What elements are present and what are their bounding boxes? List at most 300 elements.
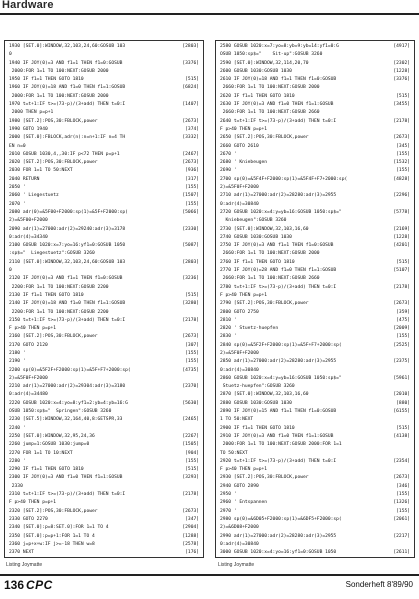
code-line	[9, 159, 201, 167]
checksum: [2010]	[393, 392, 410, 398]
code-line	[220, 267, 412, 275]
code-text: 1950 IF f1=1 THEN GOTO 1810	[9, 77, 84, 83]
code-line	[220, 416, 412, 424]
code-text: 2150 t=t+1:IF t>=(73-p)/(3+add) THEN t=0:I	[9, 317, 126, 323]
code-text: 2960 ' Entspannen	[220, 500, 268, 506]
listing-caption-right: Listing Joymatte	[218, 562, 255, 568]
code-line	[220, 516, 412, 524]
code-text: 2350 [SET.0]:p=p+1:FOR 1=1 TO 4	[9, 533, 95, 539]
checksum: [2673]	[393, 475, 410, 481]
checksum: [2370]	[182, 384, 199, 390]
checksum: [155]	[396, 334, 410, 340]
code-line	[220, 217, 412, 225]
listing-column-right	[215, 40, 415, 558]
checksum: [5630]	[182, 400, 199, 406]
code-line	[220, 226, 412, 234]
code-text: 2090 adr(1)=27000:adr(2)=29240:adr(3)=3178	[9, 226, 126, 232]
code-line	[9, 167, 201, 175]
code-text: 2660 GOTO 2610	[220, 143, 259, 149]
code-text: F p>40 THEN p=p+1	[9, 500, 57, 506]
code-line	[220, 466, 412, 474]
code-text: 2120 IF JOY(0)=3 AND f1=1 THEN f1=0:GOSUB	[9, 276, 123, 282]
code-line	[9, 68, 201, 76]
code-line	[9, 267, 201, 275]
checksum: [2904]	[182, 525, 199, 531]
checksum: [3376]	[182, 60, 199, 66]
code-line	[220, 400, 412, 408]
code-text: 2860 GOSUB 1020:x=4:y=yb=16:GOSUB 1050:sp$="	[220, 375, 342, 381]
code-line	[220, 408, 412, 416]
code-text: 2810 '	[220, 317, 237, 323]
code-line	[9, 549, 201, 557]
code-line	[220, 458, 412, 466]
page-footer	[0, 574, 419, 599]
code-line	[9, 60, 201, 68]
code-text: 2330	[9, 483, 23, 489]
code-line	[9, 533, 201, 541]
checksum: [2803]	[182, 259, 199, 265]
code-text: 2110 [SET.0]:WINDOW,32,103,24,60:GOSUB 103	[9, 259, 126, 265]
code-text: 1960 IF JOY(0)=18 AND f1=0 THEN f1=1:GOSUB	[9, 85, 126, 91]
code-text: 2820 ' Stuetz-huepfen	[220, 326, 279, 332]
code-text: 2320 [SET.2]:POS,30:FBLOCK,power	[9, 508, 98, 514]
code-text: TO 50:NEXT	[220, 450, 248, 456]
code-line	[9, 259, 201, 267]
checksum: [2673]	[182, 160, 199, 166]
code-text: F p>40 THEN p=p+1	[220, 292, 268, 298]
code-text: F p>40 THEN p=p+1	[9, 326, 57, 332]
code-line	[9, 383, 201, 391]
checksum: [904]	[185, 450, 199, 456]
checksum: [345]	[396, 143, 410, 149]
code-line	[220, 151, 412, 159]
code-lines-left	[9, 43, 201, 558]
checksum: [1228]	[393, 234, 410, 240]
checksum: [2178]	[182, 317, 199, 323]
code-line	[9, 300, 201, 308]
code-line	[220, 533, 412, 541]
checksum: [2217]	[393, 533, 410, 539]
code-text: 2210 adr(1)=27000:adr(2)=29304:adr(3)=3180	[9, 384, 126, 390]
code-text: EN n=0	[9, 143, 26, 149]
footer-rule	[0, 574, 419, 576]
code-text: 0	[9, 268, 12, 274]
code-line	[9, 84, 201, 92]
code-line	[9, 342, 201, 350]
code-line	[220, 541, 412, 549]
code-text: 2240 '	[9, 425, 26, 431]
code-line	[9, 242, 201, 250]
code-line	[220, 524, 412, 532]
code-text: 2250 [SET.0]:WINDOW,32,95,24,36	[9, 433, 95, 439]
code-text: 0:adr(4)=30840	[220, 541, 259, 547]
checksum: [2673]	[393, 135, 410, 141]
code-text: 2130 IF f1=1 THEN GOTO 1810	[9, 292, 84, 298]
code-text: 2080 adr(0)=&5F00+F2000:sp(1)=&5F+F2000:sp(	[9, 209, 128, 215]
code-text: 2340 [SET.0]:p=8:SET.0]:FOR 1=1 TO 4	[9, 525, 109, 531]
code-line	[220, 383, 412, 391]
code-text: 2000:FOR 1=1 TO 100:NEXT:GOSUB 2000:FOR 1=1	[220, 442, 342, 448]
code-line	[220, 118, 412, 126]
code-line	[220, 176, 412, 184]
checksum: [155]	[396, 168, 410, 174]
code-text: 2000:FOR 1=1 TO 100:NEXT:GOSUB 2000	[9, 68, 109, 74]
code-line	[9, 176, 201, 184]
checksum	[182, 557, 199, 558]
code-line	[220, 499, 412, 507]
checksum: [475]	[396, 317, 410, 323]
code-line	[9, 375, 201, 383]
code-text: F p>40 THEN p=p+1	[220, 467, 268, 473]
code-line	[9, 317, 201, 325]
code-text: 2140 IF JOY(0)=18 AND f1=0 THEN f1=1:GOSUB	[9, 301, 126, 307]
code-text: 2890 IF JOY(0)=15 AND f1=1 THEN f1=0:GOSUB	[220, 409, 337, 415]
checksum: [5778]	[393, 209, 410, 215]
code-line	[9, 275, 201, 283]
code-text: 2)=&5F00+F2000	[9, 218, 48, 224]
code-text: 2310 t=t+1:IF t>=(73-p)/(3+add) THEN t=0:I	[9, 492, 126, 498]
code-line	[9, 400, 201, 408]
code-text: 2190 '	[9, 359, 26, 365]
checksum: [4138]	[393, 433, 410, 439]
code-line	[220, 43, 412, 51]
code-line	[9, 101, 201, 109]
code-text: 2840 sp(0)=&5F2F+F2000:sp(1)=&5F+F7+2000:sp(	[220, 342, 342, 348]
checksum: [2009]	[393, 326, 410, 332]
code-line	[9, 416, 201, 424]
checksum: [4201]	[393, 243, 410, 249]
code-text: 2660:FOR 1=1 TO 100:NEXT:GOSUB 2000	[220, 85, 320, 91]
code-line	[9, 143, 201, 151]
code-text: 2610 IF JOY(0)=18 AND f1=1 THEN f1=0:GOSUB	[220, 77, 337, 83]
code-text: 0:adr(4)=34340	[9, 234, 48, 240]
checksum: [515]	[396, 425, 410, 431]
code-line	[9, 391, 201, 399]
code-line	[220, 234, 412, 242]
checksum: [1505]	[182, 442, 199, 448]
header-rule	[0, 13, 419, 15]
code-line	[9, 508, 201, 516]
checksum: [2803]	[182, 44, 199, 49]
checksum: [307]	[185, 342, 199, 348]
code-text: 2270 FOR 1=1 TO 10:NEXT	[9, 450, 73, 456]
code-text: OSUB 1050:sp$=" Springen":GOSUB 3260	[9, 409, 112, 415]
code-text: Stuetz-huepfen":GOSUB 3260	[220, 384, 295, 390]
code-line	[9, 43, 201, 51]
code-text: 2200:FOR 1=1 TO 100:NEXT:GOSUB 2200	[9, 309, 109, 315]
code-text: 2000 [SET.0]:FBLOCK,adr(n):n=n+1:IF n=4 TH	[9, 135, 126, 141]
code-line	[9, 333, 201, 341]
code-text: 2920 t=t+1:IF t>=(73-p)/(3+add) THEN t=0:I	[220, 458, 337, 464]
code-text: 0:adr(4)=30840	[220, 367, 259, 373]
code-text: 2710 adr(1)=27000:adr(2)=28280:adr(3)=2955	[220, 193, 337, 199]
checksum: [515]	[185, 292, 199, 298]
code-line	[220, 76, 412, 84]
code-text: 2700 sp(0)=&5F4F+F2000:sp(1)=&5F4F+F7+2000:sp(	[220, 176, 348, 182]
code-line	[220, 93, 412, 101]
checksum: [936]	[185, 168, 199, 174]
checksum: [2178]	[182, 492, 199, 498]
code-line	[220, 450, 412, 458]
checksum: [1407]	[182, 102, 199, 108]
code-line	[9, 151, 201, 159]
checksum: [2375]	[393, 359, 410, 365]
code-line	[220, 292, 412, 300]
code-line	[220, 84, 412, 92]
checksum: [2169]	[393, 226, 410, 232]
code-text: 2330 GOTO 2270	[9, 516, 48, 522]
checksum: [3376]	[393, 77, 410, 83]
code-line	[9, 466, 201, 474]
checksum: [2611]	[393, 550, 410, 556]
checksum: [4917]	[393, 44, 410, 49]
code-line	[220, 250, 412, 258]
checksum: [155]	[185, 359, 199, 365]
code-text: 0	[9, 52, 12, 58]
code-text: 2)=&5F0F+F2000	[220, 185, 259, 191]
code-line	[9, 358, 201, 366]
checksum: [2673]	[182, 334, 199, 340]
code-text: OSUB 1050:sp$=" Sit-up":GOSUB 3260	[220, 52, 323, 58]
code-text: 2220 GOSUB 1020:x=4:yo=8:yf1=2:yb=4:yb=16:G	[9, 400, 128, 406]
code-text: 2940 GOTO 2890	[220, 483, 259, 489]
checksum: [515]	[396, 93, 410, 99]
code-line	[220, 391, 412, 399]
code-line	[220, 134, 412, 142]
code-line	[9, 433, 201, 441]
code-text: 2160 [SET.2]:POS,30:FBLOCK,power	[9, 334, 98, 340]
code-line	[220, 101, 412, 109]
code-line	[9, 284, 201, 292]
checksum: [1228]	[393, 68, 410, 74]
checksum: [374]	[185, 126, 199, 132]
code-text: 2850 adr(1)=27000:adr(2)=28280:adr(3)=2955	[220, 359, 337, 365]
code-line	[220, 126, 412, 134]
code-text: 2670 '	[220, 151, 237, 157]
code-text: 2930 [SET.2]:POS,30:FBLOCK,power	[220, 475, 309, 481]
code-text: 2880 GOSUB 1030:GOSUB 1030	[220, 400, 292, 406]
code-text: 2980 sp(0)=&6D05+F2000:sp(1)=&6DF5+F2000:sp(	[220, 516, 342, 522]
checksum: [880]	[396, 400, 410, 406]
checksum: [2302]	[393, 60, 410, 66]
code-text: 2030 FOR 1=1 TO 50:NEXT	[9, 168, 73, 174]
code-text: 2290 IF f1=1 THEN GOTO 1810	[9, 467, 84, 473]
code-line	[220, 358, 412, 366]
checksum: [5107]	[393, 268, 410, 274]
checksum: [5087]	[182, 243, 199, 249]
code-text: 1980 [SET.2]:POS,30:FBLOCK,power	[9, 118, 98, 124]
code-line	[220, 342, 412, 350]
code-line	[9, 557, 201, 558]
code-text: 2230 [SET.5]:WINDOW,32,164,40,8:GETSPR,33	[9, 417, 123, 423]
code-line	[220, 68, 412, 76]
section-title: Hardware	[2, 0, 54, 11]
code-text: 1990 GOTO 1940	[9, 126, 48, 132]
checksum: [155]	[396, 151, 410, 157]
checksum: [2673]	[182, 508, 199, 514]
code-line	[220, 242, 412, 250]
checksum: [2354]	[393, 458, 410, 464]
checksum: [155]	[185, 458, 199, 464]
code-text: 2780 t=t+1:IF t>=(73-p)/(3+add) THEN t=0:I	[220, 284, 337, 290]
code-line	[220, 491, 412, 499]
code-line	[9, 184, 201, 192]
page-header	[0, 0, 419, 14]
code-text: 2360 j=p+x+w:IF j>=-18 THEN w=8	[9, 541, 95, 547]
code-text: 0:adr(4)=30840	[220, 201, 259, 207]
magazine-logo: CPC	[26, 578, 53, 592]
code-text: 2680 ' Kniebeugen	[220, 160, 268, 166]
code-line	[9, 367, 201, 375]
checksum: [5066]	[182, 209, 199, 215]
code-text: 1 TO 50:NEXT	[220, 417, 254, 423]
checksum: [155]	[185, 350, 199, 356]
code-line	[220, 184, 412, 192]
code-text: 2870 [SET.0]:WINDOW,32,103,16,60	[220, 392, 309, 398]
code-line	[9, 309, 201, 317]
code-line	[9, 126, 201, 134]
code-line	[220, 201, 412, 209]
page-number: 136	[4, 578, 25, 592]
code-line	[220, 109, 412, 117]
code-text: 3000 GOSUB 1020:x=4:yo=16:yf1=0:GOSUB 1050	[220, 550, 337, 556]
code-line	[220, 51, 412, 59]
code-line	[220, 259, 412, 267]
code-text: 2660:FOR 1=1 TO 100:NEXT:GOSUB 2000	[220, 251, 320, 257]
code-text: 2600 GOSUB 1030:GOSUB 1030	[220, 68, 292, 74]
code-line	[220, 425, 412, 433]
code-line	[9, 118, 201, 126]
checksum: [155]	[185, 201, 199, 207]
checksum: [347]	[185, 516, 199, 522]
code-line	[220, 167, 412, 175]
code-line	[9, 524, 201, 532]
code-text: 2800 GOTO 2750	[220, 309, 259, 315]
code-text: 2020 [SET.2]:POS,30:FBLOCK,power	[9, 160, 98, 166]
checksum: [155]	[185, 185, 199, 191]
code-text: 2060 ' Liegestuetz	[9, 193, 59, 199]
checksum: [155]	[396, 508, 410, 514]
code-text: :sp$=" Liegestuetz":GOSUB 3260	[9, 251, 95, 257]
code-line	[9, 192, 201, 200]
checksum: [4828]	[393, 176, 410, 182]
code-text	[9, 557, 98, 558]
checksum: [2673]	[182, 118, 199, 124]
checksum: [3280]	[182, 301, 199, 307]
code-line	[9, 226, 201, 234]
code-line	[220, 549, 412, 557]
code-text: 2180 '	[9, 350, 26, 356]
code-text: 2990 adr(1)=27000:adr(2)=28280:adr(3)=2955	[220, 533, 337, 539]
code-line	[9, 292, 201, 300]
code-text: 2910 IF JOY(0)=3 AND f1=0 THEN f1=1:GOSUB	[220, 433, 334, 439]
code-line	[9, 516, 201, 524]
checksum: [2330]	[182, 226, 199, 232]
checksum: [4735]	[182, 367, 199, 373]
code-line	[9, 250, 201, 258]
code-text: 2300 IF JOY(0)=3 AND f1=0 THEN f1=1:GOSUB	[9, 475, 123, 481]
code-text: 2370 NEXT	[9, 550, 34, 556]
code-text: 2660:FOR 1=1 TO 100:NEXT:GOSUB 2660	[220, 276, 320, 282]
checksum: [2525]	[393, 342, 410, 348]
code-text: 2590 [SET.0]:WINDOW,32,114,20,70	[220, 60, 309, 66]
checksum: [317]	[185, 176, 199, 182]
code-text: 2750 IF JOY(0)=3 AND f1=1 THEN f1=0:GOSUB	[220, 243, 334, 249]
code-text: 1940 IF JOY(0)=3 AND f1=1 THEN f1=0:GOSUB	[9, 60, 123, 66]
code-line	[220, 557, 412, 558]
code-line	[220, 375, 412, 383]
code-line	[220, 209, 412, 217]
code-line	[9, 209, 201, 217]
code-line	[9, 51, 201, 59]
code-text: 2050 '	[9, 185, 26, 191]
code-line	[220, 60, 412, 68]
code-line	[220, 441, 412, 449]
code-line	[220, 483, 412, 491]
code-text: 2660:FOR 1=1 TO 100:NEXT:GOSUB 2660	[220, 110, 320, 116]
code-text: 2630 IF JOY(0)=3 AND f1=0 THEN f1=1:GOSUB	[220, 102, 334, 108]
code-text: 1970 t=t+1:IF t>=(73-p)/(3+add) THEN t=0:I	[9, 102, 126, 108]
code-text: 2970 '	[220, 508, 237, 514]
code-line	[220, 159, 412, 167]
code-line	[9, 109, 201, 117]
checksum: [6155]	[393, 409, 410, 415]
code-lines-right	[220, 43, 412, 558]
code-text: 2000 THEN p=p+1	[9, 110, 54, 116]
code-line	[9, 458, 201, 466]
code-text: 2200 sp(0)=&5F2F+F2000:sp(1)=&5F+F7+2000:sp(	[9, 367, 131, 373]
checksum: [3236]	[182, 276, 199, 282]
code-text: 2830 '	[220, 334, 237, 340]
checksum: [2467]	[182, 151, 199, 157]
code-line	[9, 441, 201, 449]
code-line	[9, 499, 201, 507]
code-line	[9, 491, 201, 499]
code-line	[9, 350, 201, 358]
code-line	[220, 367, 412, 375]
code-line	[220, 325, 412, 333]
issue-label: Sonderheft 8'89/90	[345, 580, 413, 589]
checksum: [1507]	[182, 193, 199, 199]
checksum: [3455]	[393, 102, 410, 108]
code-line	[9, 483, 201, 491]
checksum: [2465]	[182, 417, 199, 423]
checksum: [1532]	[393, 160, 410, 166]
checksum: [515]	[396, 259, 410, 265]
code-text: 2950 '	[220, 492, 237, 498]
code-text: 2)=&5F0F+F2000	[220, 350, 259, 356]
code-text: 2200:FOR 1=1 TO 100:NEXT:GOSUB 2200	[9, 284, 109, 290]
code-text: 2170 GOTO 2120	[9, 342, 48, 348]
listing-caption-left: Listing Joymatte	[6, 562, 43, 568]
checksum: [3332]	[182, 135, 199, 141]
code-line	[9, 234, 201, 242]
code-text: 2000:FOR 1=1 TO 100:NEXT:GOSUB 2000	[9, 93, 109, 99]
code-text: 1930 [SET.0]:WINDOW,32,103,24,60:GOSUB 103	[9, 44, 126, 49]
code-text: 2690 '	[220, 168, 237, 174]
code-text: 0:adr(4)=34480	[9, 392, 48, 398]
code-text: 2580 GOSUB 1020:x=7:yo=8:yb=9:yb=14:yf1=0:G	[220, 44, 339, 49]
code-line	[220, 309, 412, 317]
code-line	[220, 300, 412, 308]
code-text: 2040 RETURN	[9, 176, 40, 182]
checksum: [5961]	[393, 375, 410, 381]
code-line	[9, 450, 201, 458]
checksum: [515]	[185, 77, 199, 83]
checksum: [2296]	[393, 193, 410, 199]
checksum: [2061]	[393, 516, 410, 522]
code-line	[9, 325, 201, 333]
